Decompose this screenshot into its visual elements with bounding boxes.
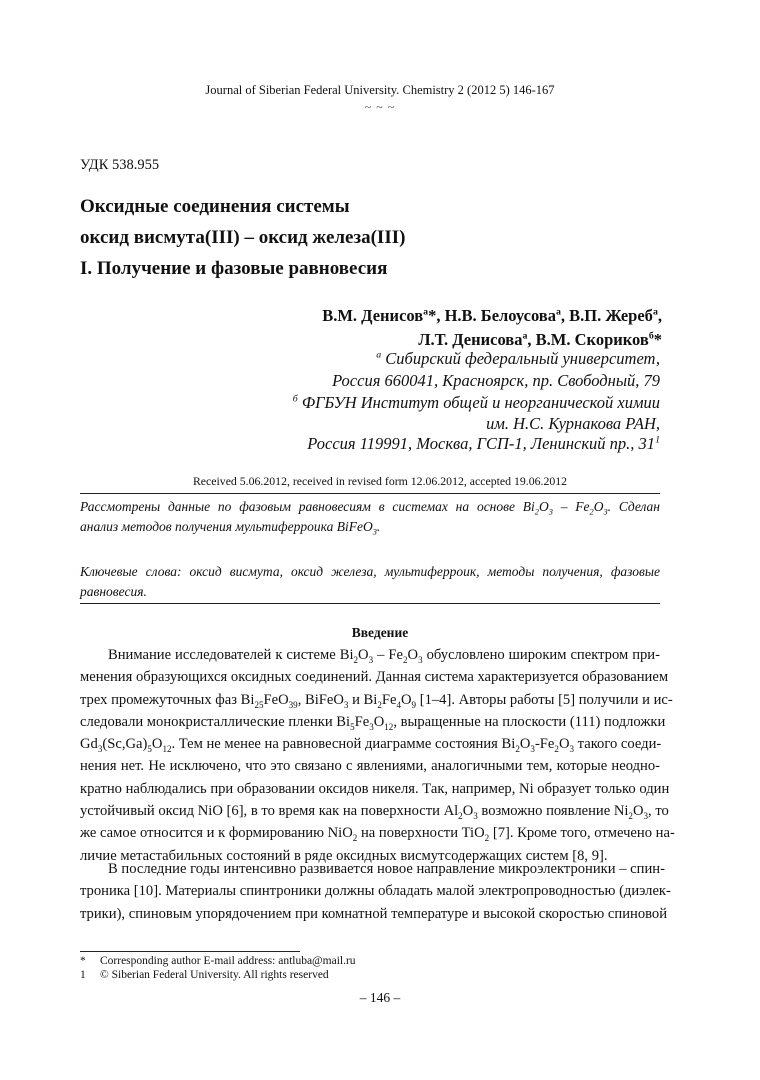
journal-header: Journal of Siberian Federal University. Chemistry 2 (2012 5) 146-167 — [205, 83, 555, 97]
author-4: Л.Т. Денисова — [418, 330, 523, 349]
received-dates: Received 5.06.2012, received in revised form 12.06.2012, accepted 19.06.2012 — [192, 474, 568, 488]
author-2: Н.В. Белоусова — [444, 306, 556, 325]
abstract-bottom-rule — [80, 603, 660, 604]
abstract-top-rule — [80, 493, 660, 494]
authors-line-2: Л.Т. Денисова$^а$, В.М. Скориков$^б$* — [418, 330, 662, 349]
page-number: – 146 – — [359, 990, 401, 1005]
author-5: , В.М. Скориков — [527, 330, 649, 349]
header-ornament: ~ ~ ~ — [364, 100, 396, 114]
title-line-3: I. Получение и фазовые равновесия — [80, 258, 388, 279]
affiliation-b-line-1: $^б$ ФГБУН Институт общей и неорганической химии — [292, 393, 660, 412]
author-3: , В.П. Жереб — [560, 306, 653, 325]
affiliation-a-line-1: $^а$ Сибирский федеральный университет, — [376, 349, 660, 368]
title-line-1: Оксидные соединения системы — [80, 196, 350, 217]
affiliation-a-line-2: Россия 660041, Красноярск, пр. Свободный, 79 — [332, 371, 660, 390]
footnote-corresponding-author: * Corresponding author E-mail address: antluba@mail.ru — [80, 955, 356, 967]
paragraph-2: В последние годы интенсивно развивается новое направление микроэлектроники – спин- троника [10]. Материалы спинтроники должны обладать малой электропроводностью (диэлек- трики), спиновым упорядочением при комнатной температуре и высокой скоростью спиновой — [80, 861, 671, 922]
footnote-rule — [80, 951, 300, 952]
paragraph-1: Внимание исследователей к системе $Bi_2O_3 - Fe_2O_3$ обусловлено широким спектром при- менения образующихся оксидных соединений. Данная система характеризуется образованием трех промежуточных фаз $Bi_{25}FeO_{39}$, BiFeO$_3$ и $Bi_2Fe_4O_9$ [1–4]. Авторы работы [5] получили и ис- следовали монокристаллические пленки $Bi_5Fe_3O_{12}$, выращенные на плоскости (111) подложки $Gd_3(Sc,Ga)_5O_{12}$. Тем не менее на равновесной диаграмме состояния $Bi_2O_3-Fe_2O_3$ такого соеди- нения нет. Не исключено, что это связано с явлениями, аналогичными тем, которые неодно- кратно наблюдались при образовании оксидов никеля. Так, например, Ni образует только один устойчивый оксид NiO [6], в то время как на поверхности $Al_2O_3$ возможно появление $Ni_2O_3$, то же самое относится и к формированию NiO$_2$ на поверхности TiO$_2$ [7]. Кроме того, отмечено на- личие метастабильных состояний в ряде оксидных висмутсодержащих систем [8, 9]. — [80, 647, 675, 864]
title-line-2: оксид висмута(III) – оксид железа(III) — [80, 227, 406, 248]
authors-line-1: В.М. Денисов$^а$*, Н.В. Белоусова$^а$, В.П. Жереб$^а$, — [322, 306, 662, 325]
section-heading-introduction: Введение — [351, 625, 409, 640]
affiliation-b-line-3: Россия 119991, Москва, ГСП-1, Ленинский пр., $31^1$ — [307, 434, 660, 453]
author-1: В.М. Денисов — [322, 306, 424, 325]
footnote-copyright: 1 © Siberian Federal University. All rights reserved — [80, 969, 329, 981]
affiliation-b-line-2: им. Н.С. Курнакова РАН, — [486, 414, 660, 433]
keywords: Ключевые слова: оксид висмута, оксид железа, мультиферроик, методы получения, фазовые равновесия. — [80, 564, 660, 599]
udk-code: УДК 538.955 — [80, 157, 160, 173]
abstract: Рассмотрены данные по фазовым равновесиям в системах на основе $Bi_2O_3 - Fe_2O_3$. Сделан анализ методов получения мультиферроика BiFeO$_3$. — [80, 499, 660, 537]
